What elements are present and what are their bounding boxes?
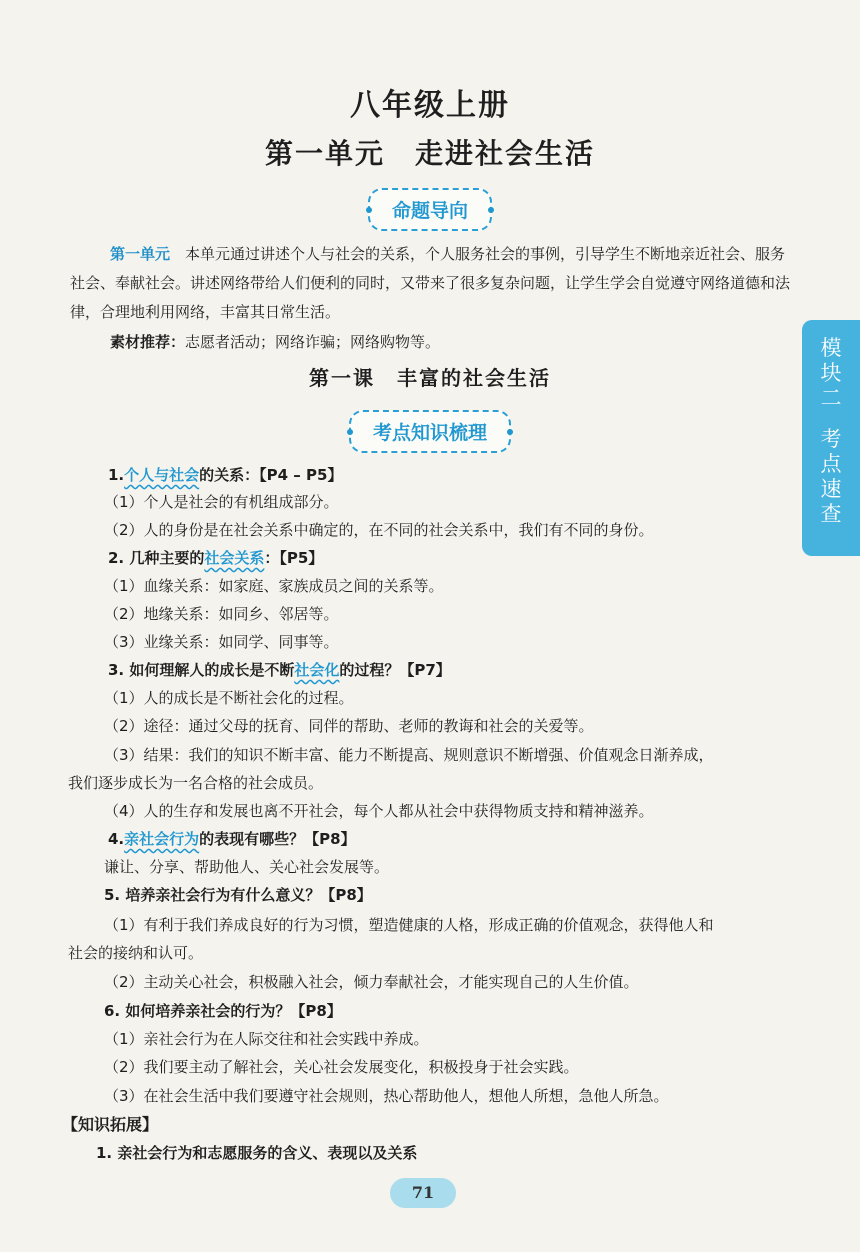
list-item: （4）人的生存和发展也离不开社会，每个人都从社会中获得物质支持和精神滋养。 xyxy=(104,802,654,820)
list-item: （2）途径：通过父母的抚育、同伴的帮助、老师的教诲和社会的关爱等。 xyxy=(104,717,594,735)
key-term: 社会关系 xyxy=(204,549,265,567)
unit-title: 第一单元 走进社会生活 xyxy=(264,137,595,170)
extension-item: 1. 亲社会行为和志愿服务的含义、表现以及关系 xyxy=(96,1144,418,1162)
list-item: （1）血缘关系：如家庭、家族成员之间的关系等。 xyxy=(104,577,444,595)
intro-paragraph xyxy=(70,240,790,327)
list-item: （2）主动关心社会，积极融入社会，倾力奉献社会，才能实现自己的人生价值。 xyxy=(104,973,639,991)
page-title: 八年级上册 xyxy=(350,88,510,123)
section-heading-1: 1.个人与社会的关系：【P4 – P5】 xyxy=(108,466,343,484)
material-label: 素材推荐： xyxy=(110,333,186,351)
side-tab-char: 查 xyxy=(820,502,842,526)
list-item-continued: 我们逐步成长为一名合格的社会成员。 xyxy=(68,774,324,792)
list-item: 谦让、分享、帮助他人、关心社会发展等。 xyxy=(104,858,390,876)
key-term: 个人与社会 xyxy=(124,466,200,484)
badge-guide-label: 命题导向 xyxy=(368,188,492,231)
side-tab-char: 点 xyxy=(820,452,842,476)
list-item: （3）结果：我们的知识不断丰富、能力不断提高、规则意识不断增强、价值观念日渐养成， xyxy=(104,746,714,764)
list-item: （2）我们要主动了解社会，关心社会发展变化，积极投身于社会实践。 xyxy=(104,1058,579,1076)
key-term: 亲社会行为 xyxy=(124,830,200,848)
lesson-title: 第一课 丰富的社会生活 xyxy=(309,366,551,390)
page-number: 71 xyxy=(390,1178,456,1208)
extension-title: 【知识拓展】 xyxy=(62,1115,159,1134)
section-heading-4: 4.亲社会行为的表现有哪些？【P8】 xyxy=(108,830,356,848)
list-item-continued: 社会的接纳和认可。 xyxy=(68,944,204,962)
list-item: （1）亲社会行为在人际交往和社会实践中养成。 xyxy=(104,1030,429,1048)
list-item: （1）人的成长是不断社会化的过程。 xyxy=(104,689,354,707)
side-tab-char: 速 xyxy=(820,477,842,501)
side-tab-char: 二 xyxy=(820,386,842,410)
section-heading-6: 6. 如何培养亲社会的行为？【P8】 xyxy=(104,1002,342,1020)
list-item: （3）在社会生活中我们要遵守社会规则，热心帮助他人，想他人所想，急他人所急。 xyxy=(104,1087,669,1105)
list-item: （1）个人是社会的有机组成部分。 xyxy=(104,493,339,511)
side-tab-char: 块 xyxy=(820,361,842,385)
section-heading-3: 3. 如何理解人的成长是不断社会化的过程？【P7】 xyxy=(108,661,451,679)
key-term: 社会化 xyxy=(294,661,340,679)
material-recommendation xyxy=(110,328,440,357)
intro-text: 本单元通过讲述个人与社会的关系，个人服务社会的事例，引导学生不断地亲近社会、服务社会、奉献社会。讲述网络带给人们便利的同时，又带来了很多复杂问题，让学生学会自觉遵守网络道德和法律，合理地利用网络，丰富其日常生活。 xyxy=(70,245,791,321)
intro-lead: 第一单元 xyxy=(110,245,171,263)
badge-knowledge xyxy=(0,410,860,453)
list-item: （2）人的身份是在社会关系中确定的，在不同的社会关系中，我们有不同的身份。 xyxy=(104,521,654,539)
list-item: （1）有利于我们养成良好的行为习惯，塑造健康的人格，形成正确的价值观念，获得他人和 xyxy=(104,916,714,934)
badge-knowledge-label: 考点知识梳理 xyxy=(349,410,511,453)
side-tab-char: 考 xyxy=(820,427,842,451)
badge-guide xyxy=(0,188,860,231)
material-text: 志愿者活动；网络诈骗；网络购物等。 xyxy=(185,333,441,351)
list-item: （2）地缘关系：如同乡、邻居等。 xyxy=(104,605,339,623)
module-side-tab xyxy=(802,320,860,556)
side-tab-char: 模 xyxy=(820,336,842,360)
section-heading-2: 2. 几种主要的社会关系：【P5】 xyxy=(108,549,324,567)
list-item: （3）业缘关系：如同学、同事等。 xyxy=(104,633,339,651)
section-heading-5: 5. 培养亲社会行为有什么意义？【P8】 xyxy=(104,886,372,904)
